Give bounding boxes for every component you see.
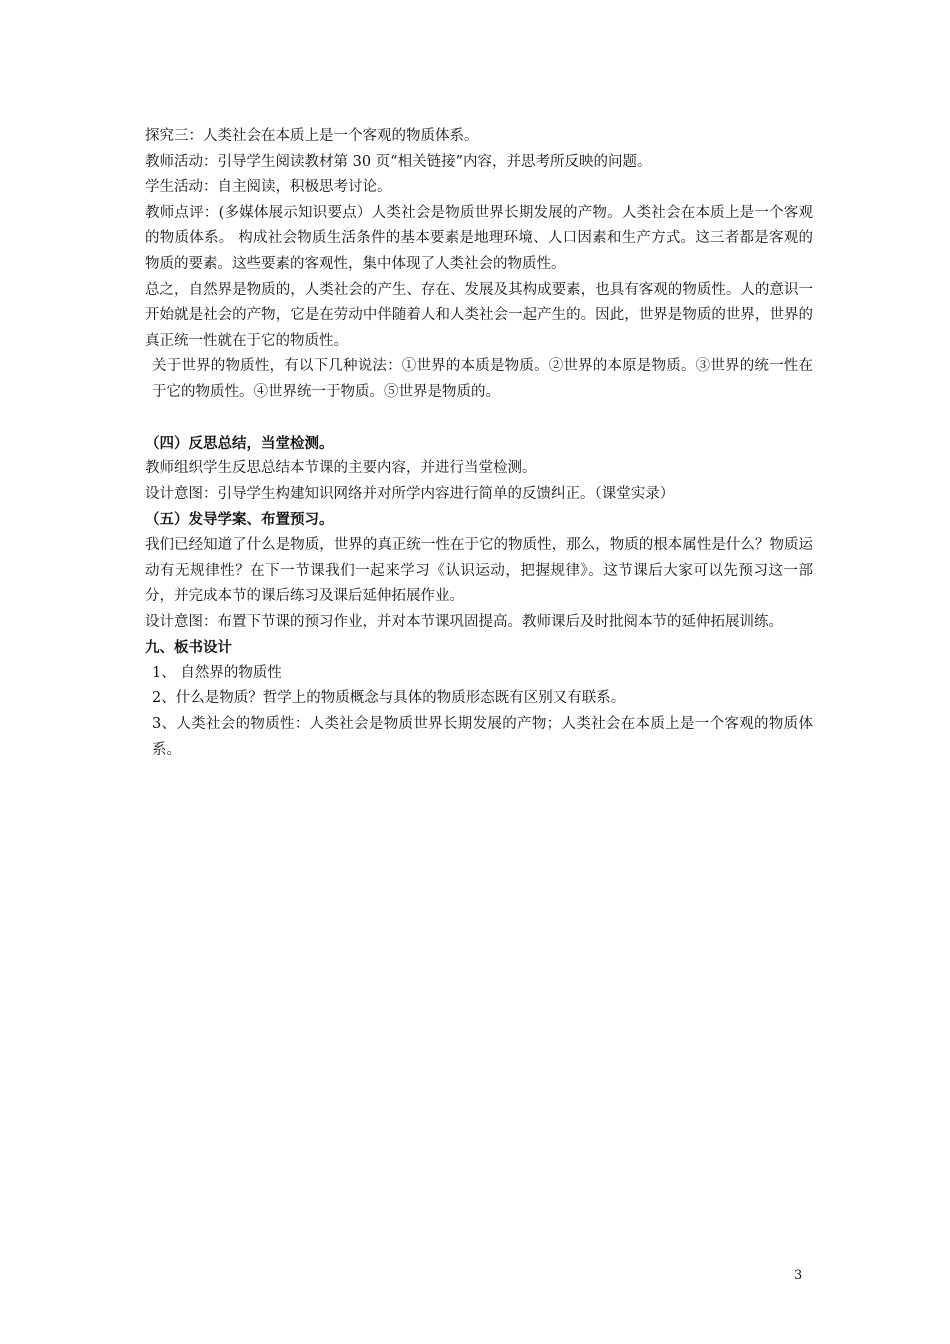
section4-design: 设计意图：引导学生构建知识网络并对所学内容进行简单的反馈纠正。（课堂实录）: [145, 485, 675, 502]
section5-heading: （五）发导学案、布置预习。: [145, 511, 334, 529]
document-body: [145, 124, 813, 763]
board-item-3: 3、人类社会的物质性：人类社会是物质世界长期发展的产物；人类社会在本质上是一个客观的物质体系。: [152, 716, 813, 758]
student-activity: 学生活动：自主阅读，积极思考讨论。: [145, 179, 392, 196]
section5-body: 我们已经知道了什么是物质，世界的真正统一性在于它的物质性，那么，物质的根本属性是什么？物质运动有无规律性？在下一节课我们一起来学习《认识运动，把握规律》。这节课后大家可以先预习这一部分，并完成本节的课后练习及课后延伸拓展作业。: [145, 536, 813, 605]
section3-title: 探究三：人类社会在本质上是一个客观的物质体系。: [145, 128, 479, 144]
board-item-1: 1、 自然界的物质性: [152, 664, 282, 681]
teacher-activity: 教师活动：引导学生阅读教材第 30 页“相关链接”内容，并思考所反映的问题。: [145, 153, 652, 170]
summary-paragraph: 总之，自然界是物质的，人类社会的产生、存在、发展及其构成要素，也具有客观的物质性。人的意识一开始就是社会的产物，它是在劳动中伴随着人和人类社会一起产生的。因此，世界是物质的世界，世界的真正统一性就在于它的物质性。: [145, 281, 813, 349]
section4-heading: （四）反思总结，当堂检测。: [145, 434, 334, 452]
statements-paragraph: 关于世界的物质性，有以下几种说法：①世界的本质是物质。②世界的本原是物质。③世界的统一性在于它的物质性。④世界统一于物质。⑤世界是物质的。: [152, 358, 813, 400]
section5-design: 设计意图：布置下节课的预习作业，并对本节课巩固提高。教师课后及时批阅本节的延伸拓展训练。: [145, 613, 783, 630]
section9-heading: 九、板书设计: [145, 639, 232, 657]
page-number: 3: [794, 1268, 803, 1283]
spacer: [145, 406, 813, 431]
teacher-comment: 教师点评：(多媒体展示知识要点）人类社会是物质世界长期发展的产物。人类社会在本质上是一个客观的物质体系。 构成社会物质生活条件的基本要素是地理环境、人口因素和生产方式。这三者都是客观的物质的要素。这些要素的客观性，集中体现了人类社会的物质性。: [145, 204, 813, 272]
board-item-2: 2、什么是物质？哲学上的物质概念与具体的物质形态既有区别又有联系。: [152, 690, 626, 707]
section4-body: 教师组织学生反思总结本节课的主要内容，并进行当堂检测。: [145, 460, 537, 477]
